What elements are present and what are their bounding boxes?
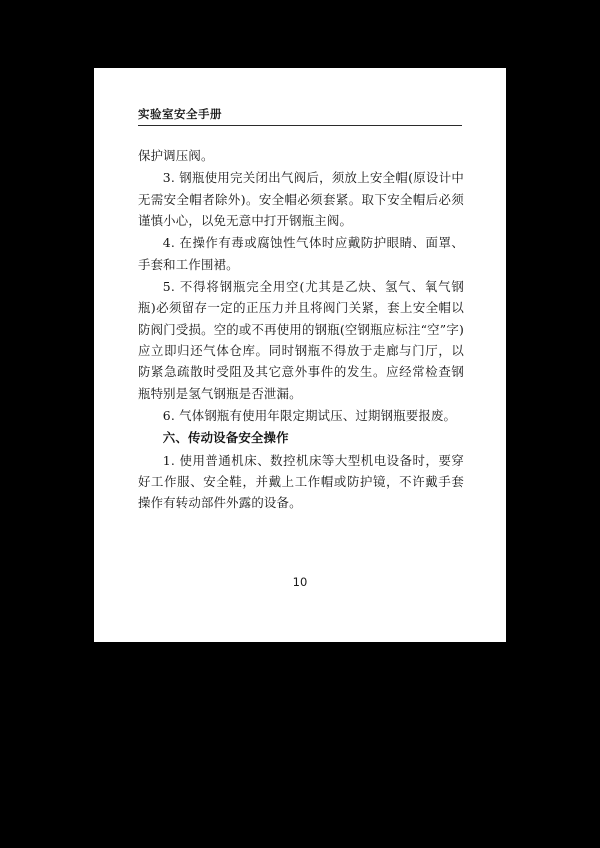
paragraph-section6-item-1: 1. 使用普通机床、数控机床等大型机电设备时，要穿好工作服、安全鞋，并戴上工作帽或防护镜，不许戴手套操作有转动部件外露的设备。 bbox=[138, 452, 464, 511]
document-page bbox=[94, 68, 506, 642]
header-title: 实验室安全手册 bbox=[138, 107, 222, 121]
paragraph-item-4: 4. 在操作有毒或腐蚀性气体时应戴防护眼睛、面罩、手套和工作围裙。 bbox=[138, 235, 464, 272]
document-body bbox=[138, 145, 464, 515]
paragraph-item-6: 6. 气体钢瓶有使用年限定期试压、过期钢瓶要报废。 bbox=[162, 407, 457, 423]
page-header bbox=[138, 108, 462, 126]
paragraph-continued: 保护调压阀。 bbox=[138, 148, 214, 163]
page-number: 10 bbox=[292, 575, 308, 589]
section-heading-six: 六、传动设备安全操作 bbox=[162, 430, 289, 446]
paragraph-item-3: 3. 钢瓶使用完关闭出气阀后，须放上安全帽(原设计中无需安全帽者除外)。安全帽必须套紧。取下安全帽后必须谨慎小心，以免无意中打开钢瓶主阀。 bbox=[138, 170, 464, 228]
header-divider bbox=[138, 125, 462, 126]
paragraph-item-5: 5. 不得将钢瓶完全用空(尤其是乙炔、氢气、氧气钢瓶)必须留存一定的正压力并且将阀门关紧，套上安全帽以防阀门受损。空的或不再使用的钢瓶(空钢瓶应标注“空”字)应立即归还气体仓库。同时钢瓶不得放于走廊与门厅，以防紧急疏散时受阻及其它意外事件的发生。应经常检查钢瓶特别是氢气钢瓶是否泄漏。 bbox=[138, 278, 464, 401]
